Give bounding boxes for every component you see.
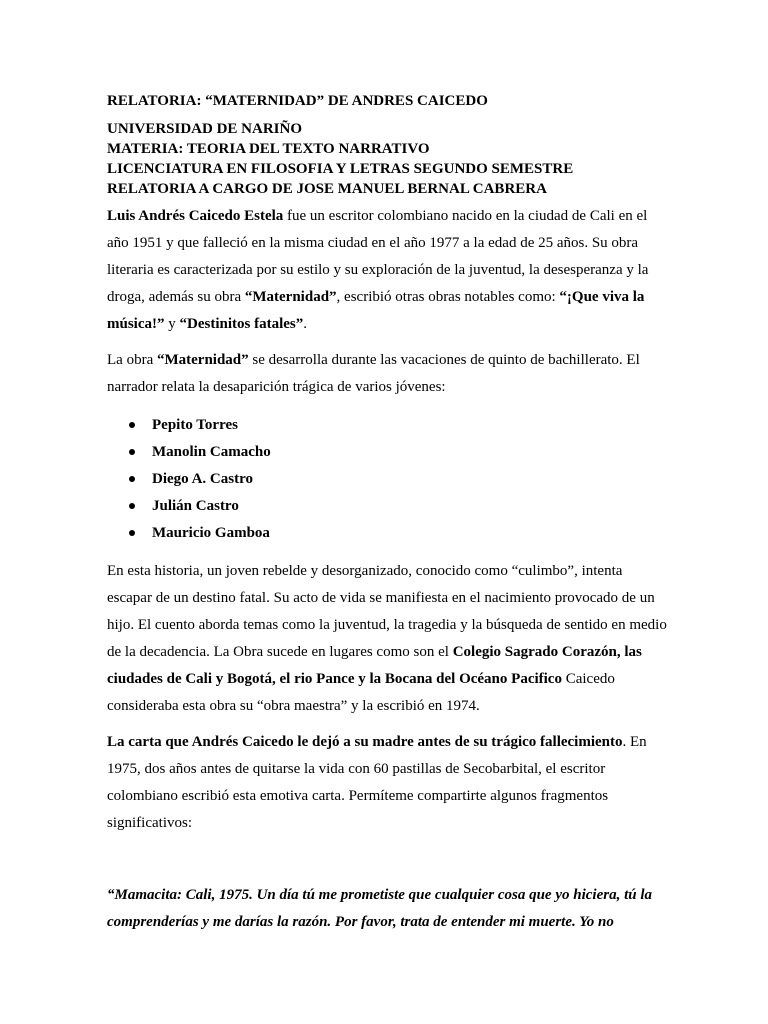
biography-text-2: , escribió otras obras notables como: bbox=[336, 289, 560, 305]
bullet-icon bbox=[129, 449, 135, 455]
list-item bbox=[107, 412, 667, 439]
summary-text-1: En esta historia, un joven rebelde y desorganizado, conocido como “culimbo”, intenta escapar de un destino fatal. Su acto de vida se manifiesta en el nacimiento provocado de un hijo. El cuento aborda temas como la juventud, la tragedia y la búsqueda de sentido en medio de la decadencia. La Obra sucede en lugares como son el bbox=[107, 563, 667, 660]
bullet-icon bbox=[129, 530, 135, 536]
bullet-icon bbox=[129, 476, 135, 482]
work-title-maternidad-2: “Maternidad” bbox=[156, 352, 249, 368]
plot-intro-text-2: se desarrolla durante las vacaciones de quinto de bachillerato. El narrador relata la desaparición trágica de varios jóvenes: bbox=[107, 352, 640, 395]
letter-intro-text: . En 1975, dos años antes de quitarse la vida con 60 pastillas de Secobarbital, el escritor colombiano escribió esta emotiva carta. Permíteme compartirte algunos fragmentos significativos: bbox=[107, 734, 647, 831]
work-title-que-viva-la-musica: “¡Que viva la música!” bbox=[107, 289, 645, 332]
list-item bbox=[107, 520, 667, 547]
header-subject: MATERIA: TEORIA DEL TEXTO NARRATIVO bbox=[107, 141, 430, 157]
header-author: RELATORIA A CARGO DE JOSE MANUEL BERNAL CABRERA bbox=[107, 181, 547, 197]
character-name: Julián Castro bbox=[152, 498, 239, 514]
plot-intro-text-1: La obra bbox=[107, 352, 157, 368]
bullet-icon bbox=[129, 422, 135, 428]
summary-text-2: Caicedo consideraba esta obra su “obra maestra” y la escribió en 1974. bbox=[107, 671, 615, 714]
biography-text-3: y bbox=[164, 316, 180, 332]
paragraph-biography bbox=[107, 203, 667, 338]
author-name: Luis Andrés Caicedo Estela bbox=[107, 208, 284, 224]
list-item bbox=[107, 466, 667, 493]
work-title-destinitos-fatales: “Destinitos fatales” bbox=[179, 316, 304, 332]
characters-list bbox=[107, 412, 667, 547]
bullet-icon bbox=[129, 503, 135, 509]
character-name: Diego A. Castro bbox=[152, 471, 253, 487]
paragraph-plot-intro bbox=[107, 347, 667, 401]
list-item bbox=[107, 493, 667, 520]
character-name: Manolin Camacho bbox=[152, 444, 271, 460]
character-name: Pepito Torres bbox=[152, 417, 238, 433]
header-block bbox=[107, 120, 667, 199]
header-university: UNIVERSIDAD DE NARIÑO bbox=[107, 121, 303, 137]
letter-quote: “Mamacita: Cali, 1975. Un día tú me prometiste que cualquier cosa que yo hiciera, tú la comprenderías y me darías la razón. Por favor, trata de entender mi muerte. Yo no bbox=[107, 887, 653, 930]
biography-text-4: . bbox=[303, 316, 307, 332]
story-locations: Colegio Sagrado Corazón, las ciudades de Cali y Bogotá, el rio Pance y la Bocana del Océano Pacifico bbox=[107, 644, 642, 687]
header-program: LICENCIATURA EN FILOSOFIA Y LETRAS SEGUNDO SEMESTRE bbox=[107, 161, 574, 177]
paragraph-story-summary bbox=[107, 558, 667, 720]
document-title: RELATORIA: “MATERNIDAD” DE ANDRES CAICEDO bbox=[107, 93, 488, 109]
character-name: Mauricio Gamboa bbox=[152, 525, 270, 541]
document-content bbox=[107, 90, 667, 936]
letter-heading: La carta que Andrés Caicedo le dejó a su madre antes de su trágico fallecimiento bbox=[107, 734, 623, 750]
paragraph-letter-intro bbox=[107, 729, 667, 837]
biography-text-1: fue un escritor colombiano nacido en la ciudad de Cali en el año 1951 y que falleció en la misma ciudad en el año 1977 a la edad de 25 años. Su obra literaria es caracterizada por su estilo y su exploración de la juventud, la desesperanza y la droga, además su obra bbox=[107, 208, 649, 305]
work-title-maternidad: “Maternidad” bbox=[244, 289, 337, 305]
list-item bbox=[107, 439, 667, 466]
